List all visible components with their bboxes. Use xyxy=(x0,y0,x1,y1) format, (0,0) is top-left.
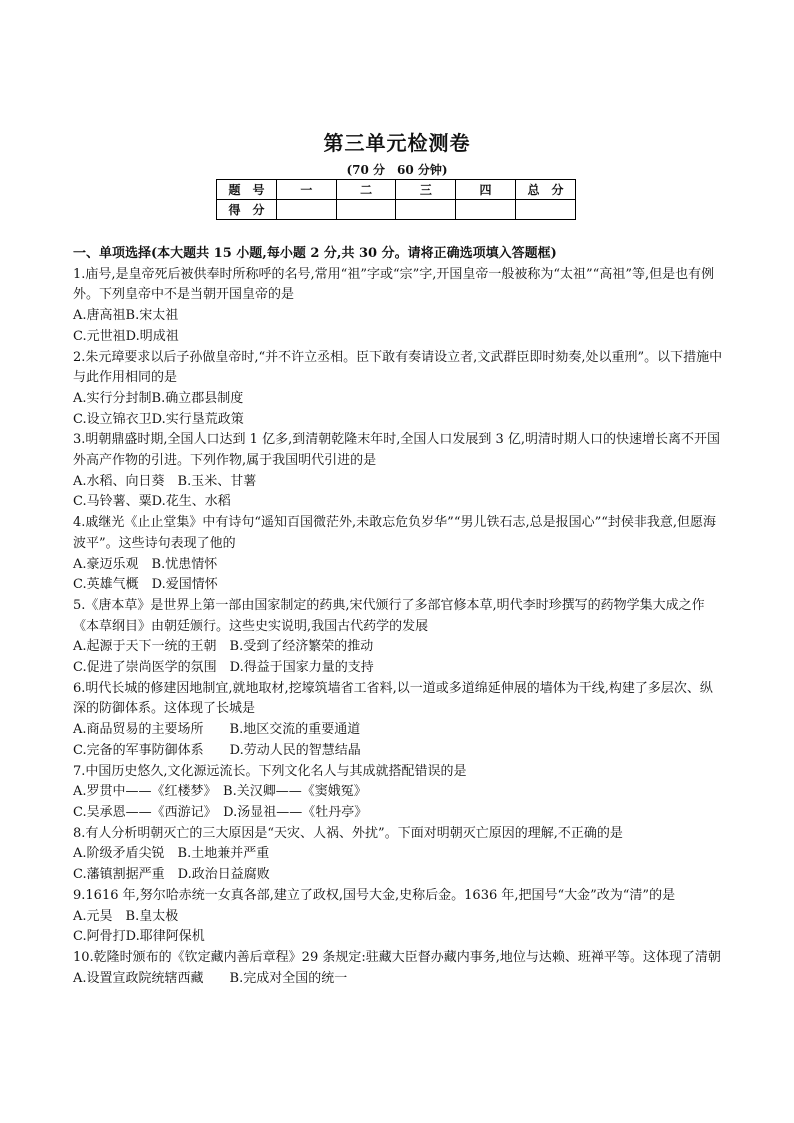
question-option-line: A.设置宣政院统辖西藏 B.完成对全国的统一 xyxy=(73,970,348,986)
question-stem: 4.戚继光《止止堂集》中有诗句“遥知百国微茫外,未敢忘危负岁华”“男儿铁石志,总是报国心”“封侯非我意,但愿海波平”。这些诗句表现了他的 xyxy=(73,515,717,551)
question-option-line: A.唐高祖B.宋太祖 xyxy=(73,308,179,324)
question-option-line: C.完备的军事防御体系 D.劳动人民的智慧结晶 xyxy=(73,742,361,758)
question-option-line: C.英雄气概 D.爱国情怀 xyxy=(73,577,218,593)
question-stem: 1.庙号,是皇帝死后被供奉时所称呼的名号,常用“祖”字或“宗”字,开国皇帝一般被称为“太祖”“高祖”等,但是也有例外。下列皇帝中不是当朝开国皇帝的是 xyxy=(73,266,715,303)
question-stem: 6.明代长城的修建因地制宜,就地取材,挖壕筑墙省工省料,以一道或多道绵延伸展的墙体为干线,构建了多层次、纵深的防御体系。这体现了长城是 xyxy=(73,680,713,717)
question-list xyxy=(73,265,725,990)
question-option-line: A.水稻、向日葵 B.玉米、甘薯 xyxy=(73,473,257,489)
score-cell[interactable] xyxy=(396,200,456,220)
question-stem: 7.中国历史悠久,文化源远流长。下列文化名人与其成就搭配错误的是 xyxy=(73,763,467,779)
question-option-line: C.元世祖D.明成祖 xyxy=(73,328,179,344)
question-item xyxy=(73,679,725,762)
exam-subtitle: (70 分 60 分钟) xyxy=(346,163,448,177)
score-header-cell: 总 分 xyxy=(515,180,575,200)
section-heading: 一、单项选择(本大题共 15 小题,每小题 2 分,共 30 分。请将正确选项填入答题框) xyxy=(73,246,557,261)
score-table-header-row xyxy=(217,180,576,200)
score-table xyxy=(216,179,576,220)
question-option-line: C.促进了崇尚医学的氛围 D.得益于国家力量的支持 xyxy=(73,660,374,676)
score-header-cell: 二 xyxy=(336,180,396,200)
score-cell[interactable] xyxy=(456,200,516,220)
question-option-line: A.阶级矛盾尖锐 B.土地兼并严重 xyxy=(73,846,270,862)
score-header-cell: 四 xyxy=(456,180,516,200)
score-cell[interactable] xyxy=(336,200,396,220)
question-item xyxy=(73,886,725,948)
exam-content xyxy=(73,244,725,989)
question-option-line: A.豪迈乐观 B.忧患情怀 xyxy=(73,556,218,572)
question-stem: 2.朱元璋要求以后子孙做皇帝时,“并不许立丞相。臣下敢有奏请设立者,文武群臣即时劾奏,处以重刑”。以下措施中与此作用相同的是 xyxy=(73,349,723,386)
question-item xyxy=(73,824,725,886)
score-table-score-row xyxy=(217,200,576,220)
question-option-line: C.藩镇割据严重 D.政治日益腐败 xyxy=(73,867,270,883)
page-title: 第三单元检测卷 xyxy=(323,131,471,155)
question-item xyxy=(73,348,725,431)
question-option-line: A.元昊 B.皇太极 xyxy=(73,908,179,924)
question-option-line: A.起源于天下一统的王朝 B.受到了经济繁荣的推动 xyxy=(73,639,374,655)
question-option-line: C.设立锦衣卫D.实行垦荒政策 xyxy=(73,411,244,427)
question-item xyxy=(73,762,725,824)
score-header-cell: 三 xyxy=(396,180,456,200)
question-item xyxy=(73,596,725,679)
question-item xyxy=(73,265,725,348)
score-row-label: 得 分 xyxy=(217,200,277,220)
question-item xyxy=(73,513,725,596)
score-cell[interactable] xyxy=(277,200,337,220)
question-option-line: A.实行分封制B.确立郡县制度 xyxy=(73,390,244,406)
question-option-line: C.马铃薯、粟D.花生、水稻 xyxy=(73,494,231,510)
question-item xyxy=(73,948,725,989)
question-stem: 3.明朝鼎盛时期,全国人口达到 1 亿多,到清朝乾隆末年时,全国人口发展到 3 亿,明清时期人口的快速增长离不开国外高产作物的引进。下列作物,属于我国明代引进的是 xyxy=(73,432,721,469)
question-option-line: C.阿骨打D.耶律阿保机 xyxy=(73,929,205,945)
score-header-cell: 一 xyxy=(277,180,337,200)
question-stem: 10.乾隆时颁布的《钦定藏内善后章程》29 条规定:驻藏大臣督办藏内事务,地位与达赖、班禅平等。这体现了清朝 xyxy=(73,949,721,965)
score-cell[interactable] xyxy=(515,200,575,220)
question-option-line: A.罗贯中——《红楼梦》 B.关汉卿——《窦娥冤》 xyxy=(73,784,367,800)
question-option-line: C.吴承恩——《西游记》 D.汤显祖——《牡丹亭》 xyxy=(73,804,368,820)
question-option-line: A.商品贸易的主要场所 B.地区交流的重要通道 xyxy=(73,722,361,738)
question-stem: 8.有人分析明朝灭亡的三大原因是“天灾、人祸、外扰”。下面对明朝灭亡原因的理解,不正确的是 xyxy=(73,825,623,841)
score-header-cell: 题 号 xyxy=(217,180,277,200)
question-item xyxy=(73,430,725,513)
question-stem: 9.1616 年,努尔哈赤统一女真各部,建立了政权,国号大金,史称后金。1636 年,把国号“大金”改为“清”的是 xyxy=(73,887,676,903)
question-stem: 5.《唐本草》是世界上第一部由国家制定的药典,宋代颁行了多部官修本草,明代李时珍撰写的药物学集大成之作《本草纲目》由朝廷颁行。这些史实说明,我国古代药学的发展 xyxy=(73,597,705,634)
